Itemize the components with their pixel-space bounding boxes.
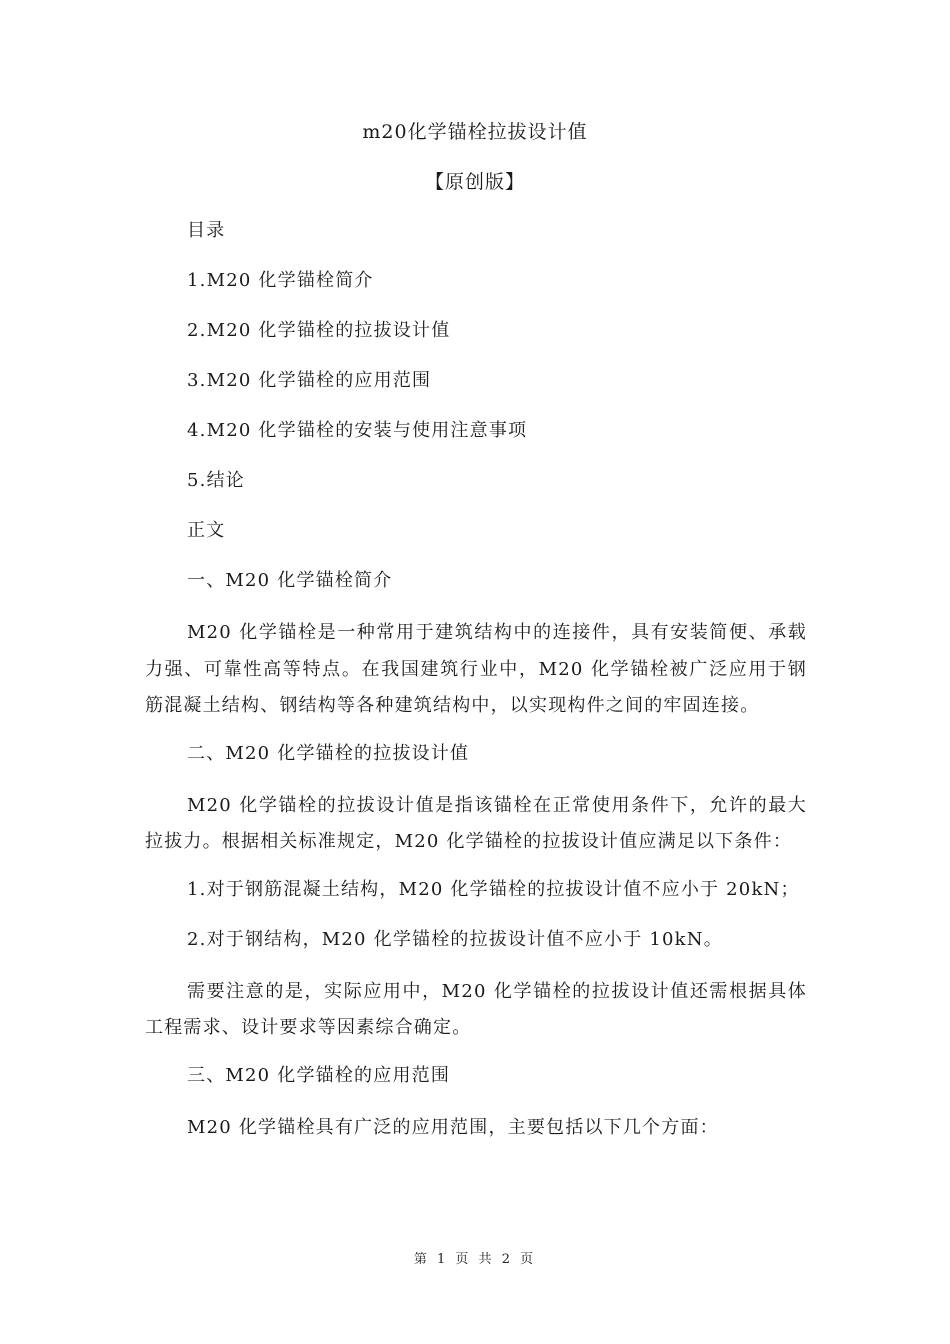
toc-item-3: 3.M20 化学锚栓的应用范围 (187, 370, 432, 391)
toc-item-5: 5.结论 (187, 470, 245, 491)
toc-item-2: 2.M20 化学锚栓的拉拔设计值 (187, 320, 451, 341)
toc-heading: 目录 (187, 220, 226, 241)
document-subtitle: 【原创版】 (424, 171, 525, 193)
document-title: m20化学锚栓拉拔设计值 (362, 121, 588, 143)
section-2-list-item-1: 1.对于钢筋混凝土结构，M20 化学锚栓的拉拔设计值不应小于 20kN； (187, 878, 800, 900)
page-footer: 第 1 页 共 2 页 (413, 1252, 537, 1267)
section-2-list-item-2: 2.对于钢结构，M20 化学锚栓的拉拔设计值不应小于 10kN。 (187, 928, 723, 950)
section-3-heading: 三、M20 化学锚栓的应用范围 (187, 1064, 451, 1086)
toc-item-4: 4.M20 化学锚栓的安装与使用注意事项 (187, 420, 528, 441)
toc-item-1: 1.M20 化学锚栓简介 (187, 270, 374, 291)
body-heading: 正文 (187, 520, 226, 541)
section-3-paragraph: M20 化学锚栓具有广泛的应用范围，主要包括以下几个方面： (187, 1116, 719, 1138)
document-content (145, 215, 807, 1146)
section-1-paragraph: M20 化学锚栓是一种常用于建筑结构中的连接件，具有安装简便、承载力强、可靠性高等特点。在我国建筑行业中，M20 化学锚栓被广泛应用于钢筋混凝土结构、钢结构等各种建筑结构中，以实现构件之间的牢固连接。 (145, 622, 807, 716)
section-2-note: 需要注意的是，实际应用中，M20 化学锚栓的拉拔设计值还需根据具体工程需求、设计要求等因素综合确定。 (145, 980, 807, 1038)
section-2-heading: 二、M20 化学锚栓的拉拔设计值 (187, 742, 470, 764)
section-1-heading: 一、M20 化学锚栓简介 (187, 570, 393, 591)
section-2-paragraph: M20 化学锚栓的拉拔设计值是指该锚栓在正常使用条件下，允许的最大拉拔力。根据相关标准规定，M20 化学锚栓的拉拔设计值应满足以下条件： (145, 794, 807, 852)
